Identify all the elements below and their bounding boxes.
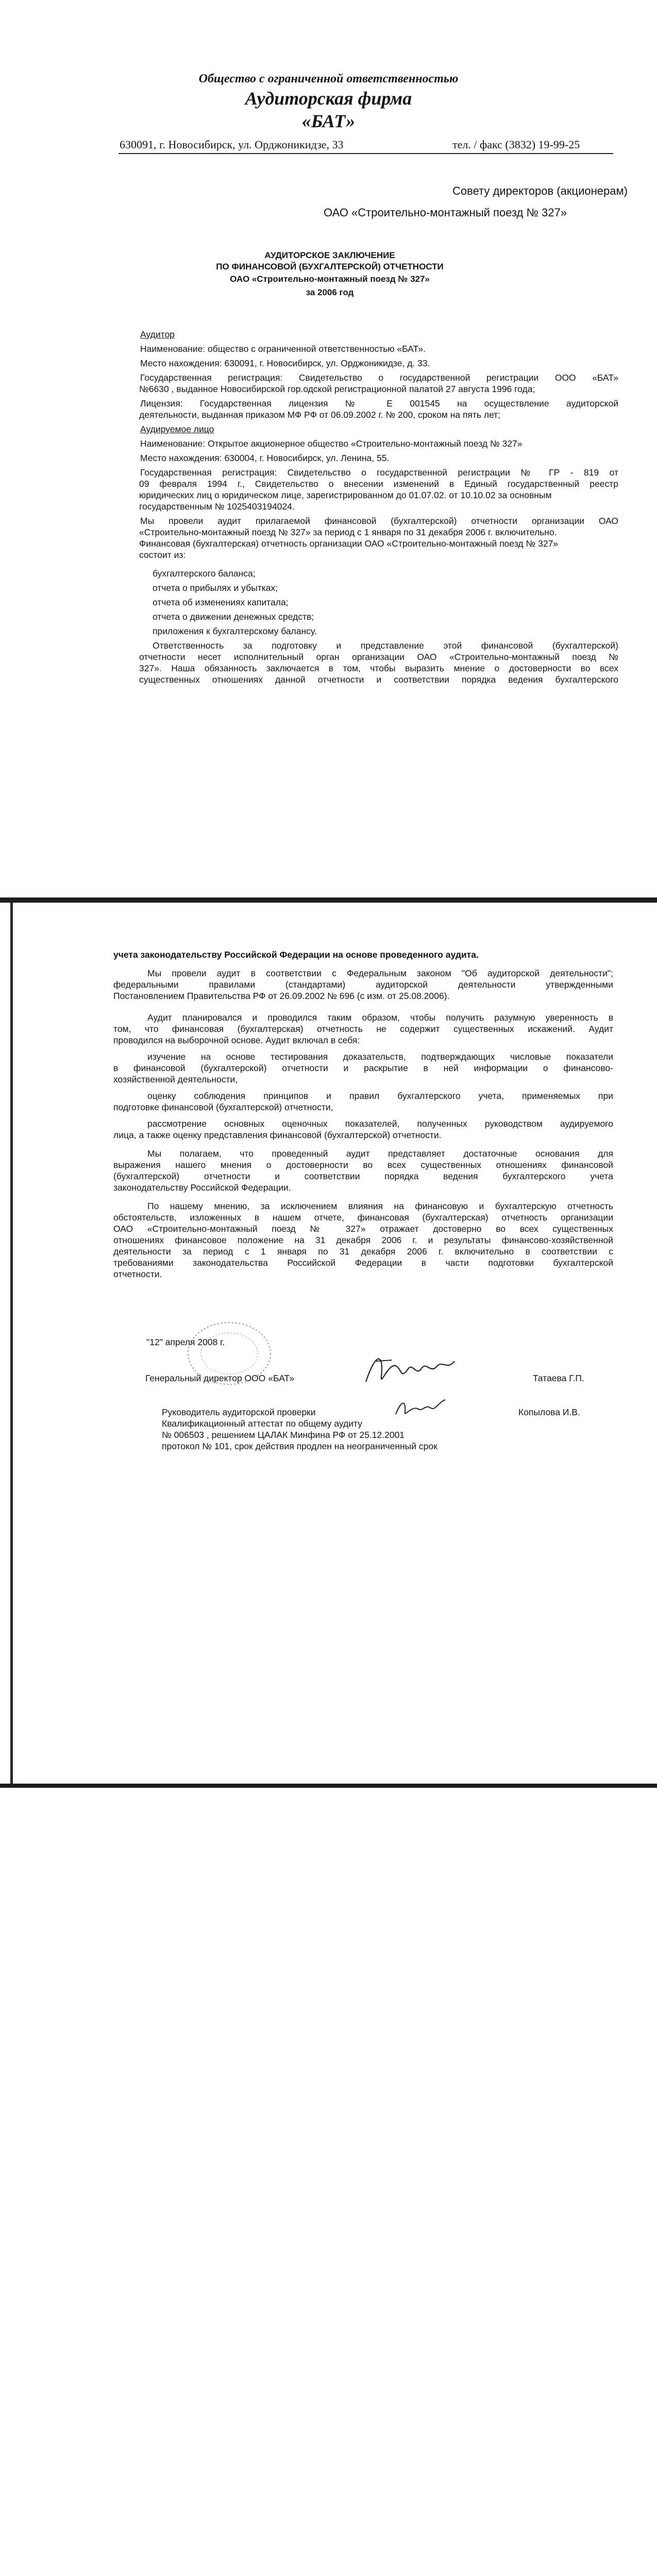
director-signature <box>361 1346 459 1392</box>
testing-line-1: изучение на основе тестирования доказательств, подтверждающих числовые показатели <box>147 1052 613 1062</box>
opinion-line-1: По нашему мнению, за исключением влияния на финансовую и бухгалтерскую отчетность <box>147 1201 613 1211</box>
responsibility-line-2: отчетности несет исполнительный орган организации ОАО «Строительно-монтажный поезд № <box>139 652 618 662</box>
planning-line-1: Аудит планировался и проводился таким образом, чтобы получить разумную уверенность в <box>147 1012 613 1023</box>
section-auditee-heading: Аудируемое лицо <box>140 424 214 434</box>
opinion-line-5: деятельности за период с 1 января по 31 декабря 2006 г. включительно в соответствии с <box>113 1246 613 1257</box>
certificate-line-2: № 006503 , решением ЦАЛАК Минфина РФ от 25.12.2001 <box>162 1430 405 1440</box>
scope-paragraph-4: состоит из: <box>139 550 186 560</box>
report-title: АУДИТОРСКОЕ ЗАКЛЮЧЕНИЕ <box>264 250 395 260</box>
page-2 <box>0 903 657 1784</box>
addressee-line2: ОАО «Строительно-монтажный поезд № 327» <box>324 206 567 219</box>
page-1 <box>0 0 657 897</box>
auditee-name: Наименование: Открытое акционерное общество «Строительно-монтажный поезд № 327» <box>140 438 523 449</box>
list-item-capital: отчета об изменениях капитала; <box>153 597 289 607</box>
auditor-location: Место нахождения: 630091, г. Новосибирск, ул. Орджоникидзе, д. 33. <box>140 358 430 368</box>
standards-line-1: Мы провели аудит в соответствии с Федеральным законом "Об аудиторской деятельности"; <box>147 968 613 978</box>
auditee-registration: Государственная регистрация: Свидетельство о государственной регистрации № ГР - 819 от <box>140 467 618 478</box>
basis-line-4: законодательству Российской Федерации. <box>113 1182 291 1193</box>
opinion-line-6: требованиями законодательства Российской Федерации в части подготовки бухгалтерской <box>113 1258 613 1268</box>
standards-line-3: Постановлением Правительства РФ от 26.09.2002 № 696 (с изм. от 25.08.2006). <box>113 991 450 1001</box>
scope-paragraph-1: Мы провели аудит прилагаемой финансовой (бухгалтерской) отчетности организации ОАО <box>140 516 618 526</box>
opinion-line-3: ОАО «Строительно-монтажный поезд № 327» отражает достоверно во всех существенных <box>113 1224 613 1234</box>
scan-edge-top <box>0 897 657 903</box>
report-subtitle: ПО ФИНАНСОВОЙ (БУХГАЛТЕРСКОЙ) ОТЧЕТНОСТИ <box>216 262 444 272</box>
auditor-name: Наименование: общество с ограниченной ответственностью «БАТ». <box>140 344 426 354</box>
basis-line-2: выражения нашего мнения о достоверности во всех существенных отношениях финансовой <box>113 1160 613 1170</box>
basis-line-3: (бухгалтерской) отчетности и соответствии порядка ведения бухгалтерского учета <box>113 1171 613 1181</box>
audit-head-name: Копылова И.В. <box>518 1407 580 1417</box>
certificate-line-1: Квалификационный аттестат по общему аудиту <box>162 1418 362 1429</box>
report-entity: ОАО «Строительно-монтажный поезд № 327» <box>230 274 430 284</box>
director-name: Татаева Г.П. <box>533 1373 584 1383</box>
list-item-balance: бухгалтерского баланса; <box>153 568 256 579</box>
certificate-line-3: протокол № 101, срок действия продлен на неограниченный срок <box>162 1441 437 1451</box>
director-label: Генеральный директор ООО «БАТ» <box>145 1373 295 1383</box>
opinion-line-2: обстоятельств, изложенных в нашем отчете, финансовая (бухгалтерская) отчетность организации <box>113 1212 613 1223</box>
header-divider <box>119 153 613 154</box>
scope-paragraph-3: Финансовая (бухгалтерская) отчетность организации ОАО «Строительно-монтажный поезд № 327» <box>139 538 559 549</box>
list-item-appendix: приложения к бухгалтерскому балансу. <box>153 626 317 636</box>
responsibility-line-3: 327». Наша обязанность заключается в том, чтобы выразить мнение о достоверности во всех <box>139 663 618 673</box>
section-auditor-heading: Аудитор <box>140 329 175 340</box>
signature-date: "12" апреля 2008 г. <box>146 1337 225 1347</box>
auditee-location: Место нахождения: 630004, г. Новосибирск, ул. Ленина, 55. <box>140 453 390 463</box>
scan-edge-bottom <box>0 1784 657 1788</box>
estimates-line-1: рассмотрение основных оценочных показателей, полученных руководством аудируемого <box>147 1118 613 1129</box>
auditee-registration-cont2: юридических лиц о юридическом лице, зарегистрированном до 01.07.02. от 10.10.02 за основным <box>139 490 552 500</box>
scope-paragraph-2: «Строительно-монтажный поезд № 327» за период с 1 января по 31 декабря 2006 г. включительно. <box>139 527 557 537</box>
company-name: Аудиторская фирма <box>245 88 412 109</box>
company-address: 630091, г. Новосибирск, ул. Орджоникидзе, 33 <box>120 138 344 151</box>
company-short-name: «БАТ» <box>301 111 356 131</box>
estimates-line-2: лица, а также оценку представления финансовой (бухгалтерской) отчетности. <box>113 1130 442 1140</box>
principles-line-2: подготовке финансовой (бухгалтерской) отчетности, <box>113 1102 333 1112</box>
opinion-line-7: отчетности. <box>113 1269 162 1279</box>
planning-line-2: том, что финансовая (бухгалтерская) отчетность не содержит существенных искажений. Аудит <box>113 1024 613 1034</box>
list-item-cashflow: отчета о движении денежных средств; <box>153 612 314 622</box>
company-phone: тел. / факс (3832) 19-99-25 <box>452 138 580 151</box>
auditor-license: Лицензия: Государственная лицензия № Е 001545 на осуществление аудиторской <box>140 398 618 409</box>
basis-line-1: Мы полагаем, что проведенный аудит представляет достаточные основания для <box>147 1148 613 1159</box>
testing-line-3: хозяйственной деятельности, <box>113 1074 238 1084</box>
responsibility-line-4: существенных отношениях данной отчетности и соответствии порядка ведения бухгалтерского <box>139 674 618 685</box>
planning-line-3: проводился на выборочной основе. Аудит включал в себя: <box>113 1035 360 1045</box>
audit-head-label: Руководитель аудиторской проверки <box>162 1407 316 1417</box>
responsibility-line-1: Ответственность за подготовку и представление этой финансовой (бухгалтерской) <box>153 640 618 651</box>
principles-line-1: оценку соблюдения принципов и правил бухгалтерского учета, применяемых при <box>147 1091 613 1101</box>
list-item-profit: отчета о прибылях и убытках; <box>153 583 278 593</box>
auditee-registration-cont3: государственным № 1025403194024. <box>139 501 295 512</box>
company-type: Общество с ограниченной ответственностью <box>198 72 459 86</box>
standards-line-2: федеральными правилами (стандартами) аудиторской деятельности утвержденными <box>113 979 613 990</box>
addressee-line1: Совету директоров (акционерам) <box>452 184 628 197</box>
report-period: за 2006 год <box>306 287 354 297</box>
testing-line-2: в финансовой (бухгалтерской) отчетности и раскрытие в ней информации о финансово- <box>113 1063 613 1073</box>
auditor-registration: Государственная регистрация: Свидетельство о государственной регистрации ООО «БАТ» <box>140 372 618 383</box>
auditor-license-cont: деятельности, выданная приказом МФ РФ от 06.09.2002 г. № 200, сроком на пять лет; <box>139 410 501 420</box>
continuation-line: учета законодательству Российской Федерации на основе проведенного аудита. <box>113 950 479 960</box>
auditor-registration-cont: №6630 , выданное Новосибирской гор.одской регистрационной палатой 27 августа 1996 года; <box>139 384 535 394</box>
auditee-registration-cont1: 09 февраля 1994 г., Свидетельство о внесении изменений в Единый государственный реестр <box>139 479 618 489</box>
opinion-line-4: отношениях финансовое положение на 31 декабря 2006 г. и результаты финансово-хозяйственной <box>113 1235 613 1245</box>
audit-head-signature <box>392 1395 448 1420</box>
